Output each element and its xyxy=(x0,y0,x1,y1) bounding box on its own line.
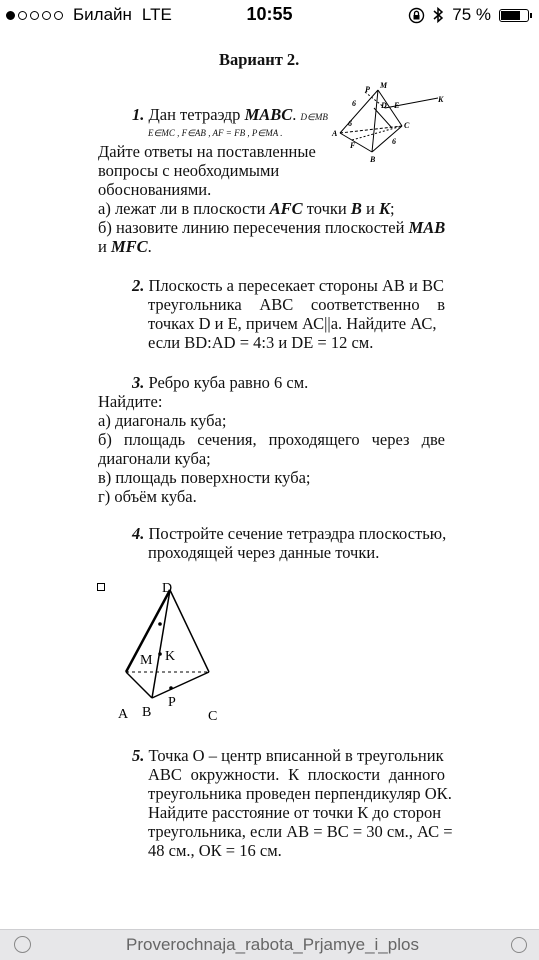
task2-line3: точках D и Е, причем АС||а. Найдите АС, xyxy=(148,314,437,333)
fig1-label-a: A xyxy=(332,129,338,138)
task1-conditions: E∈MC , F∈AB , AF = FB , P∈MA . xyxy=(148,128,283,138)
task1-number: 1. xyxy=(132,105,145,124)
task2-line2: треугольника АВС соответственно в xyxy=(148,295,445,314)
fig1-label-six-2: 6 xyxy=(348,119,352,128)
task5-line1 xyxy=(132,746,444,765)
task1-header: 1. Дан тетраэдр MABC. D∈MB xyxy=(132,105,328,124)
task1-cond-p: P∈MA xyxy=(251,128,279,138)
tetrahedron-figure-1 xyxy=(330,78,450,168)
qb-and: и xyxy=(98,237,107,256)
status-icons xyxy=(408,5,529,25)
qa-and: и xyxy=(366,199,375,218)
task3-line4: б) площадь сечения, проходящего через две xyxy=(98,430,445,449)
tetrahedron-figure-2 xyxy=(112,580,222,720)
task2-number: 2. xyxy=(132,276,145,295)
task1-cond-d: D∈MB xyxy=(300,112,328,122)
network-type: LTE xyxy=(141,5,172,24)
task1-question-a xyxy=(98,199,395,218)
qb-plane1: MAB xyxy=(408,218,446,237)
fig2-label-m: M xyxy=(140,653,153,668)
file-name: Proverochnaja_rabota_Prjamye_i_plos xyxy=(126,935,419,954)
task5-line5: треугольника, если АВ = ВС = 30 см., АС = xyxy=(148,822,453,841)
task2-text1: Плоскость а пересекает стороны АВ и ВС xyxy=(148,276,444,295)
task5-line2: АВС окружности. К плоскости данного xyxy=(148,765,445,784)
qa-plane: AFC xyxy=(269,199,303,218)
fig2-label-k: K xyxy=(165,649,176,664)
battery-icon xyxy=(499,9,529,22)
task5-text1: Точка О – центр вписанной в треугольник xyxy=(148,746,444,765)
document-page xyxy=(0,32,539,930)
qb-plane2: MFC xyxy=(110,237,148,256)
action-icon[interactable] xyxy=(511,937,527,953)
task3-text1: Ребро куба равно 6 см. xyxy=(148,373,309,392)
task3-line5: диагонали куба; xyxy=(98,449,211,468)
task5-number: 5. xyxy=(132,746,145,765)
task5-line6: 48 см., ОК = 16 см. xyxy=(148,841,282,860)
qa-mid: точки xyxy=(306,199,347,218)
task4-line2: проходящей через данные точки. xyxy=(148,543,380,562)
task3-line3: а) диагональ куба; xyxy=(98,411,227,430)
qa-point-k: K xyxy=(378,199,390,218)
qb-end: . xyxy=(147,237,152,256)
fig1-label-c: C xyxy=(404,121,410,130)
status-bar xyxy=(0,0,539,32)
task1-cond-af: AF = FB xyxy=(212,128,246,138)
task3-line7: г) объём куба. xyxy=(98,487,197,506)
fig1-label-m: M xyxy=(380,81,388,90)
fig1-label-f: F xyxy=(350,141,356,150)
task1-tetra-name: MABC xyxy=(244,105,293,124)
fig1-label-b: B xyxy=(370,155,376,164)
task1-question-b xyxy=(98,218,445,237)
carrier-name: Билайн xyxy=(73,5,132,24)
qb-text: б) назовите линию пересечения плоскостей xyxy=(98,218,405,237)
qa-end: ; xyxy=(390,199,395,218)
fig2-label-b: B xyxy=(142,705,152,720)
task1-intro: Дан тетраэдр xyxy=(148,105,241,124)
fig2-label-d: D xyxy=(162,581,173,596)
task5-line4: Найдите расстояние от точки К до сторон xyxy=(148,803,442,822)
task2-line1 xyxy=(132,276,444,295)
battery-percent: 75 % xyxy=(452,5,491,24)
rotation-lock-icon xyxy=(408,7,425,24)
fig2-label-a: A xyxy=(118,707,129,720)
page-indicator-icon[interactable] xyxy=(14,936,31,953)
clock: 10:55 xyxy=(246,4,293,24)
fig1-label-k: K xyxy=(438,95,444,104)
task3-line2: Найдите: xyxy=(98,392,163,411)
task4-number: 4. xyxy=(132,524,145,543)
qa-point-b: B xyxy=(350,199,362,218)
task3-line1 xyxy=(132,373,308,392)
task1-line2: вопросы с необходимыми xyxy=(98,161,280,180)
task4-text1: Постройте сечение тетраэдра плоскостью, xyxy=(148,524,447,543)
task3-number: 3. xyxy=(132,373,145,392)
task1-cond-f: F∈AB xyxy=(181,128,206,138)
fig2-label-c: C xyxy=(208,709,218,720)
fig1-label-six-1: 6 xyxy=(352,99,356,108)
fig1-label-six-3: 6 xyxy=(392,137,396,146)
task3-line6: в) площадь поверхности куба; xyxy=(98,468,311,487)
fig1-label-e: E xyxy=(394,101,400,110)
fig2-label-p: P xyxy=(168,695,176,710)
fig1-label-d: D xyxy=(381,101,387,110)
task2-line4: если BD:AD = 4:3 и DE = 12 см. xyxy=(148,333,374,352)
task4-line1 xyxy=(132,524,446,543)
task1-cond-e: E∈MC xyxy=(148,128,175,138)
task1-line3: обоснованиями. xyxy=(98,180,212,199)
file-name-bar[interactable] xyxy=(0,929,539,960)
task1-question-b-cont xyxy=(98,237,152,256)
qa-text: а) лежат ли в плоскости xyxy=(98,199,266,218)
fig1-label-p: P xyxy=(365,85,370,94)
bluetooth-icon xyxy=(433,6,444,24)
task1-line1: Дайте ответы на поставленные xyxy=(98,142,316,161)
checkbox-marker xyxy=(97,583,105,591)
task5-line3: треугольника проведен перпендикуляр ОК. xyxy=(148,784,452,803)
variant-title: Вариант 2. xyxy=(219,50,300,69)
battery-fill xyxy=(501,11,520,20)
